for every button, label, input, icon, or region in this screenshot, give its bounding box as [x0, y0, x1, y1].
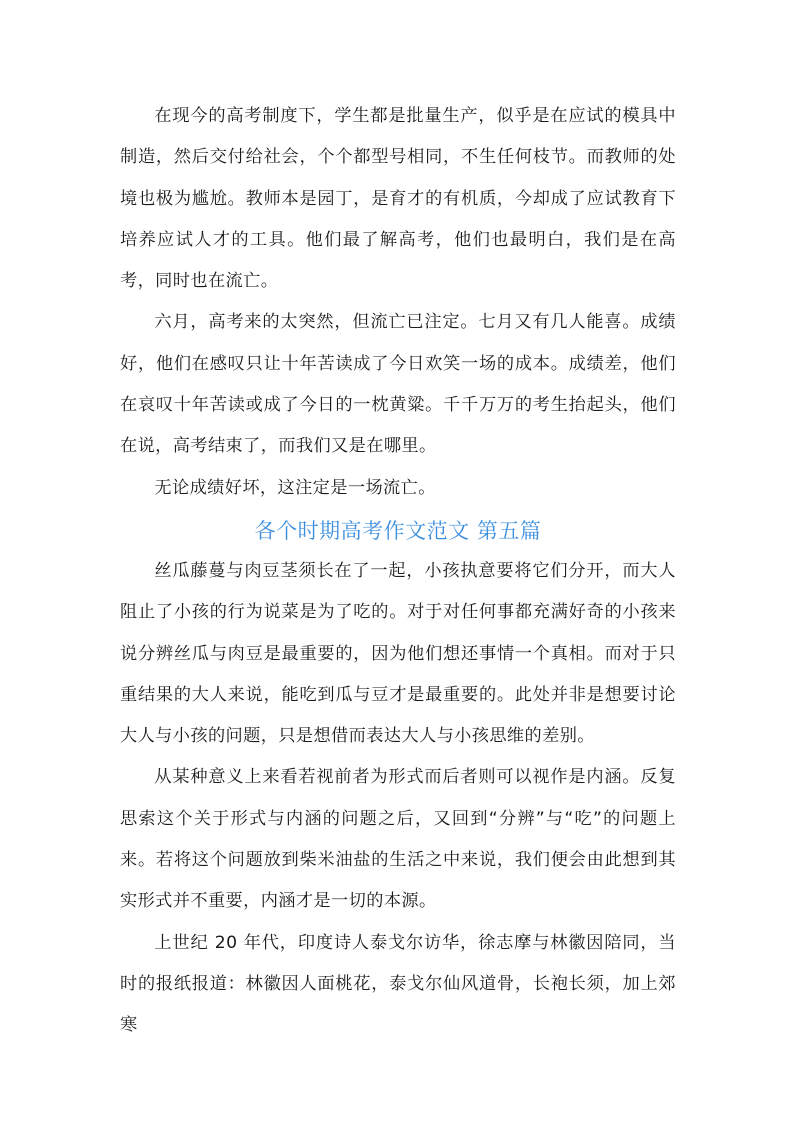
section-heading: 各个时期高考作文范文 第五篇: [254, 518, 542, 543]
paragraph-form-content: 从某种意义上来看若视前者为形式而后者则可以视作是内涵。反复思索这个关于形式与内涵的问题之后，又回到“分辨”与“吃”的问题上来。若将这个问题放到柴米油盐的生活之中来说，我们便会由此想到其实形式并不重要，内涵才是一切的本源。: [120, 767, 676, 912]
document-page: [120, 96, 676, 1047]
paragraph-tagore-visit: 上世纪 20 年代，印度诗人泰戈尔访华，徐志摩与林徽因陪同，当时的报纸报道：林徽因人面桃花，泰戈尔仙风道骨，长袍长须，加上郊寒: [120, 932, 676, 1036]
paragraph-loofah-bean: 丝瓜藤蔓与肉豆茎须长在了一起，小孩执意要将它们分开，而大人阻止了小孩的行为说菜是为了吃的。对于对任何事都充满好奇的小孩来说分辨丝瓜与肉豆是最重要的，因为他们想还事情一个真相。而对于只重结果的大人来说，能吃到瓜与豆才是最重要的。此处并非是想要讨论大人与小孩的问题，只是想借而表达大人与小孩思维的差别。: [120, 560, 676, 747]
paragraph-exam-system: 在现今的高考制度下，学生都是批量生产，似乎是在应试的模具中制造，然后交付给社会，个个都型号相同，不生任何枝节。而教师的处境也极为尴尬。教师本是园丁，是育才的有机质，今却成了应试教育下培养应试人才的工具。他们最了解高考，他们也最明白，我们是在高考，同时也在流亡。: [120, 106, 676, 292]
paragraph-june-exam: 六月，高考来的太突然，但流亡已注定。七月又有几人能喜。成绩好，他们在感叹只让十年苦读成了今日欢笑一场的成本。成绩差，他们在哀叹十年苦读或成了今日的一枕黄粱。千千万万的考生抬起头，他们在说，高考结束了，而我们又是在哪里。: [120, 312, 676, 457]
paragraph-exile-conclusion: 无论成绩好坏，这注定是一场流亡。: [154, 477, 436, 498]
